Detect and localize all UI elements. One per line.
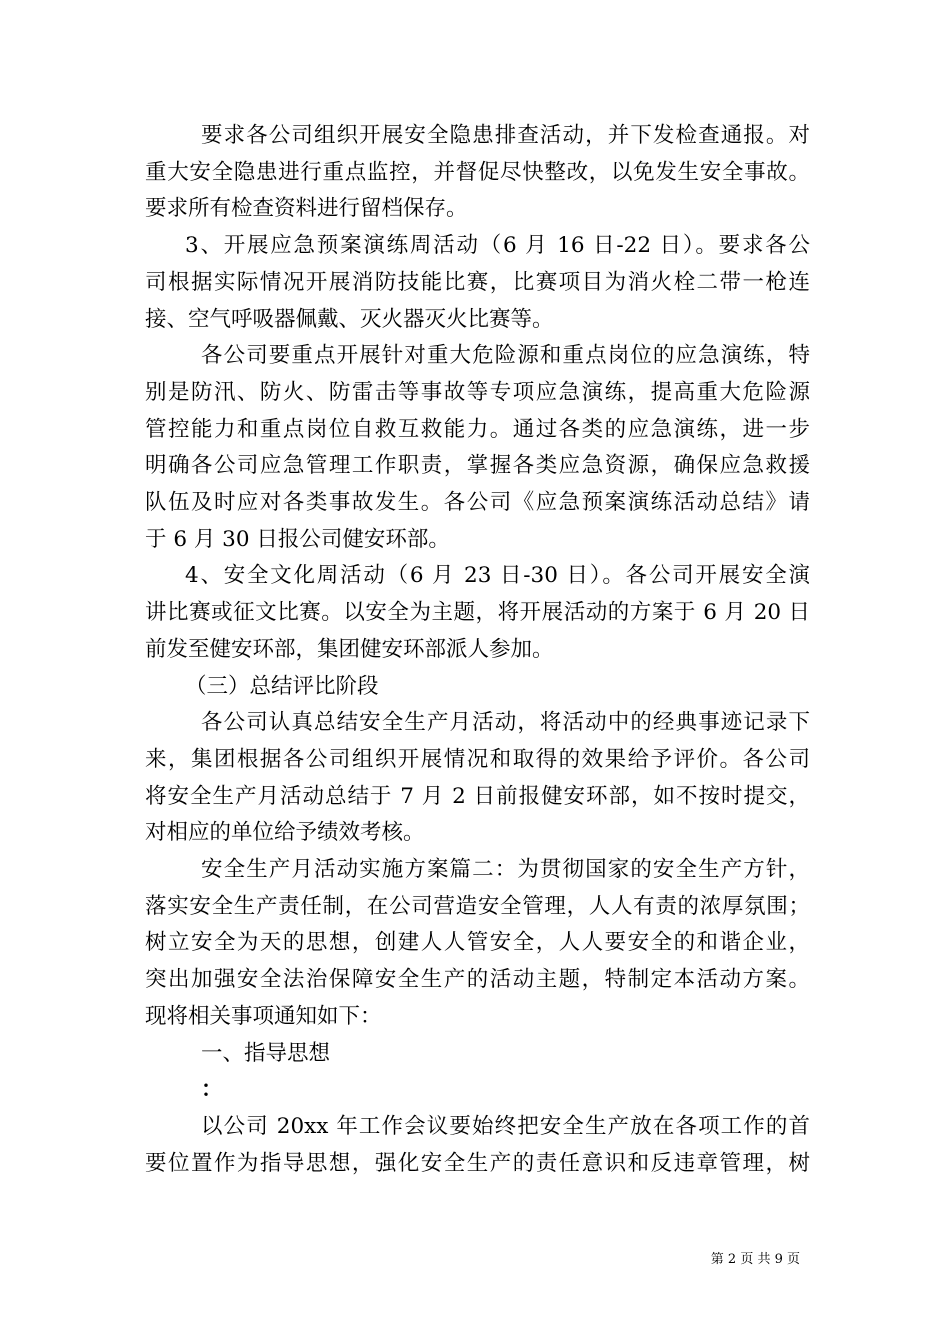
text-line: 4、安全文化周活动（6 月 23 日-30 日）。各公司开展安全演: [185, 563, 810, 589]
document-body: [145, 118, 810, 1182]
text-line: 现将相关事项通知如下：: [145, 1003, 382, 1029]
text-line: 要求所有检查资料进行留档保存。: [145, 196, 468, 222]
text-line: 于 6 月 30 日报公司健安环部。: [145, 526, 450, 552]
text-line: 明确各公司应急管理工作职责，掌握各类应急资源，确保应急救援: [145, 453, 810, 479]
text-line: 司根据实际情况开展消防技能比赛，比赛项目为消火栓二带一枪连: [145, 269, 810, 295]
paragraph-inspection: [145, 118, 810, 228]
paragraph-summary: [145, 705, 810, 852]
text-line: 接、空气呼吸器佩戴、灭火器灭火比赛等。: [145, 306, 554, 332]
text-line: 3、开展应急预案演练周活动（6 月 16 日-22 日）。要求各公: [185, 233, 810, 259]
paragraph-guiding-thought: [145, 1109, 810, 1182]
paragraph-item-4: [145, 558, 810, 668]
text-line: 来，集团根据各公司组织开展情况和取得的效果给予评价。各公司: [145, 746, 810, 772]
text-line: 将安全生产月活动总结于 7 月 2 日前报健安环部，如不按时提交，: [145, 783, 810, 809]
paragraph-colon: [145, 1072, 810, 1109]
paragraph-item-3: [145, 228, 810, 338]
text-line: 重大安全隐患进行重点监控，并督促尽快整改，以免发生安全事故。: [145, 159, 810, 185]
text-line: 各公司认真总结安全生产月活动，将活动中的经典事迹记录下: [201, 710, 810, 736]
text-line: 对相应的单位给予绩效考核。: [145, 820, 425, 846]
text-line: 管控能力和重点岗位自救互救能力。通过各类的应急演练，进一步: [145, 416, 810, 442]
text-line: 队伍及时应对各类事故发生。各公司《应急预案演练活动总结》请: [145, 490, 810, 516]
text-line: 树立安全为天的思想，创建人人管安全，人人要安全的和谐企业，: [145, 930, 810, 956]
text-line: 以公司 20xx 年工作会议要始终把安全生产放在各项工作的首: [201, 1113, 810, 1139]
section-heading: 一、指导思想: [201, 1040, 331, 1066]
page-number: 第 2 页 共 9 页: [710, 1252, 800, 1267]
text-line: 要求各公司组织开展安全隐患排查活动，并下发检查通报。对: [201, 123, 810, 148]
section-heading-summary: [145, 669, 810, 706]
text-line: 要位置作为指导思想，强化安全生产的责任意识和反违章管理，树: [145, 1150, 810, 1176]
text-line: 前发至健安环部，集团健安环部派人参加。: [145, 636, 554, 662]
text-line: 突出加强安全法治保障安全生产的活动主题，特制定本活动方案。: [145, 967, 810, 993]
text-line: 别是防汛、防火、防雷击等事故等专项应急演练，提高重大危险源: [145, 379, 810, 405]
section-heading-guiding: [145, 1036, 810, 1073]
text-line: 各公司要重点开展针对重大危险源和重点岗位的应急演练，特: [201, 343, 810, 369]
text-line: 安全生产月活动实施方案篇二：为贯彻国家的安全生产方针，: [201, 857, 810, 883]
paragraph-plan-two: [145, 852, 810, 1036]
text-line: 落实安全生产责任制，在公司营造安全管理，人人有责的浓厚氛围；: [145, 893, 810, 919]
text-line: ：: [201, 1077, 223, 1103]
paragraph-emergency-drill: [145, 338, 810, 558]
section-heading: （三）总结评比阶段: [185, 673, 379, 699]
text-line: 讲比赛或征文比赛。以安全为主题，将开展活动的方案于 6 月 20 日: [145, 600, 810, 626]
